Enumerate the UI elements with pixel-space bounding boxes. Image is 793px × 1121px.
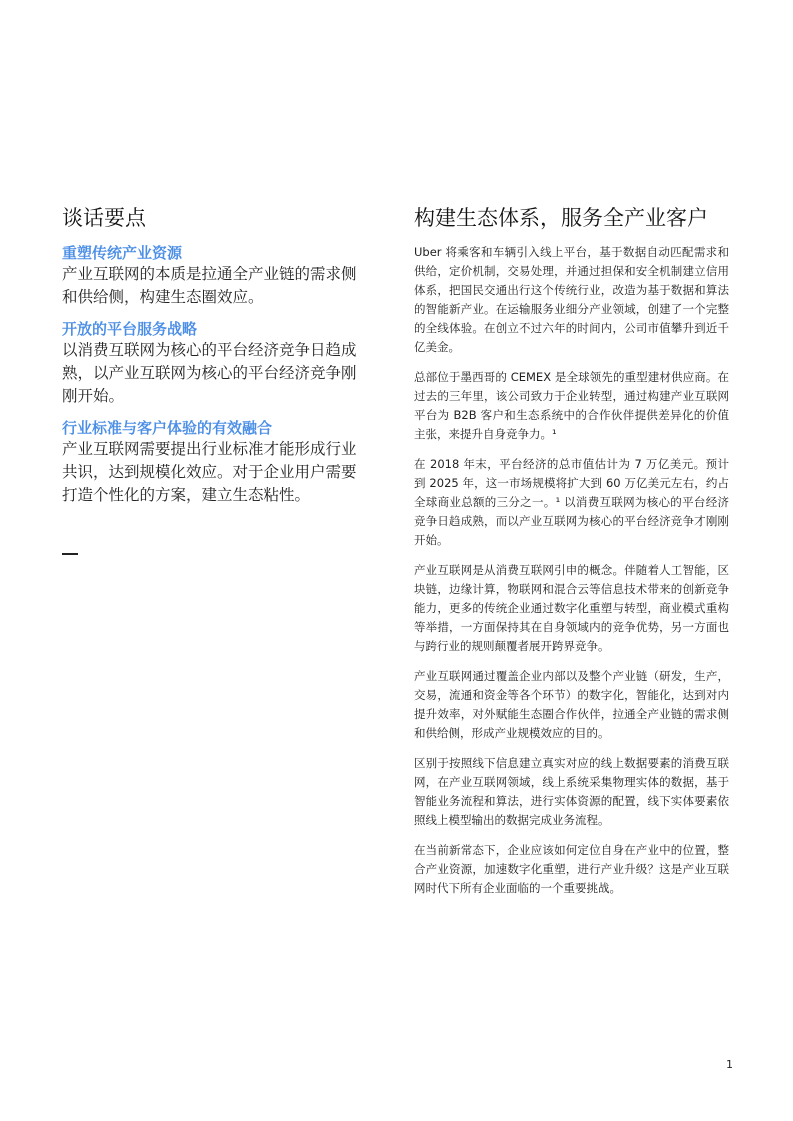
section-body: 产业互联网需要提出行业标准才能形成行业共识，达到规模化效应。对于企业用户需要打造个性化的方案，建立生态粘性。 [62,440,357,504]
paragraph: Uber 将乘客和车辆引入线上平台，基于数据自动匹配需求和供给，定价机制，交易处理，并通过担保和安全机制建立信用体系，把国民交通出行这个传统行业，改造为基于数据和算法的智能新产业。在运输服务业细分产业领域，创建了一个完整的全线体验。在创立不过六年的时间内，公司市值攀升到近千亿美金。 [414,245,729,354]
talking-points-heading: 谈话要点 [62,206,146,230]
paragraph: 在当前新常态下，企业应该如何定位自身在产业中的位置，整合产业资源，加速数字化重塑，进行产业升级？这是产业互联网时代下所有企业面临的一个重要挑战。 [414,843,729,895]
article-heading: 构建生态体系，服务全产业客户 [414,206,708,230]
page-number: 1 [726,1058,733,1071]
section-title: 开放的平台服务战略 [62,320,198,338]
divider [62,553,78,555]
article [414,203,729,909]
paragraph: 产业互联网是从消费互联网引申的概念。伴随着人工智能，区块链，边缘计算，物联网和混合云等信息技术带来的创新竞争能力，更多的传统企业通过数字化重塑与转型，商业模式重构等举措，一方面保持其在自身领域内的竞争优势，另一方面也与跨行业的规则颠覆者展开跨界竞争。 [414,563,729,653]
section-title: 重塑传统产业资源 [62,244,183,262]
section-body: 产业互联网的本质是拉通全产业链的需求侧和供给侧，构建生态圈效应。 [62,265,357,306]
paragraph: 在 2018 年末，平台经济的总市值估计为 7 万亿美元。预计到 2025 年，这一市场规模将扩大到 60 万亿美元左右，约占全球商业总额的三分之一。¹ 以消费互联网为核心的平台经济竞争日趋成熟，而以产业互联网为核心的平台经济竞争才刚刚开始。 [414,457,729,547]
paragraph: 产业互联网通过覆盖企业内部以及整个产业链（研发，生产，交易，流通和资金等各个环节）的数字化，智能化，达到对内提升效率，对外赋能生态圈合作伙伴，拉通全产业链的需求侧和供给侧，形成产业规模效应的目的。 [414,669,729,740]
section-title: 行业标准与客户体验的有效融合 [62,419,273,437]
section-body: 以消费互联网为核心的平台经济竞争日趋成熟，以产业互联网为核心的平台经济竞争刚刚开始。 [62,341,357,405]
talking-points [62,203,362,517]
paragraph: 区别于按照线下信息建立真实对应的线上数据要素的消费互联网，在产业互联网领域，线上系统采集物理实体的数据，基于智能业务流程和算法，进行实体资源的配置，线下实体要素依照线上模型输出的数据完成业务流程。 [414,756,729,827]
paragraph: 总部位于墨西哥的 CEMEX 是全球领先的重型建材供应商。在过去的三年里，该公司致力于企业转型，通过构建产业互联网平台为 B2B 客户和生态系统中的合作伙伴提供差异化的价值主张，来提升自身竞争力。¹ [414,370,729,441]
